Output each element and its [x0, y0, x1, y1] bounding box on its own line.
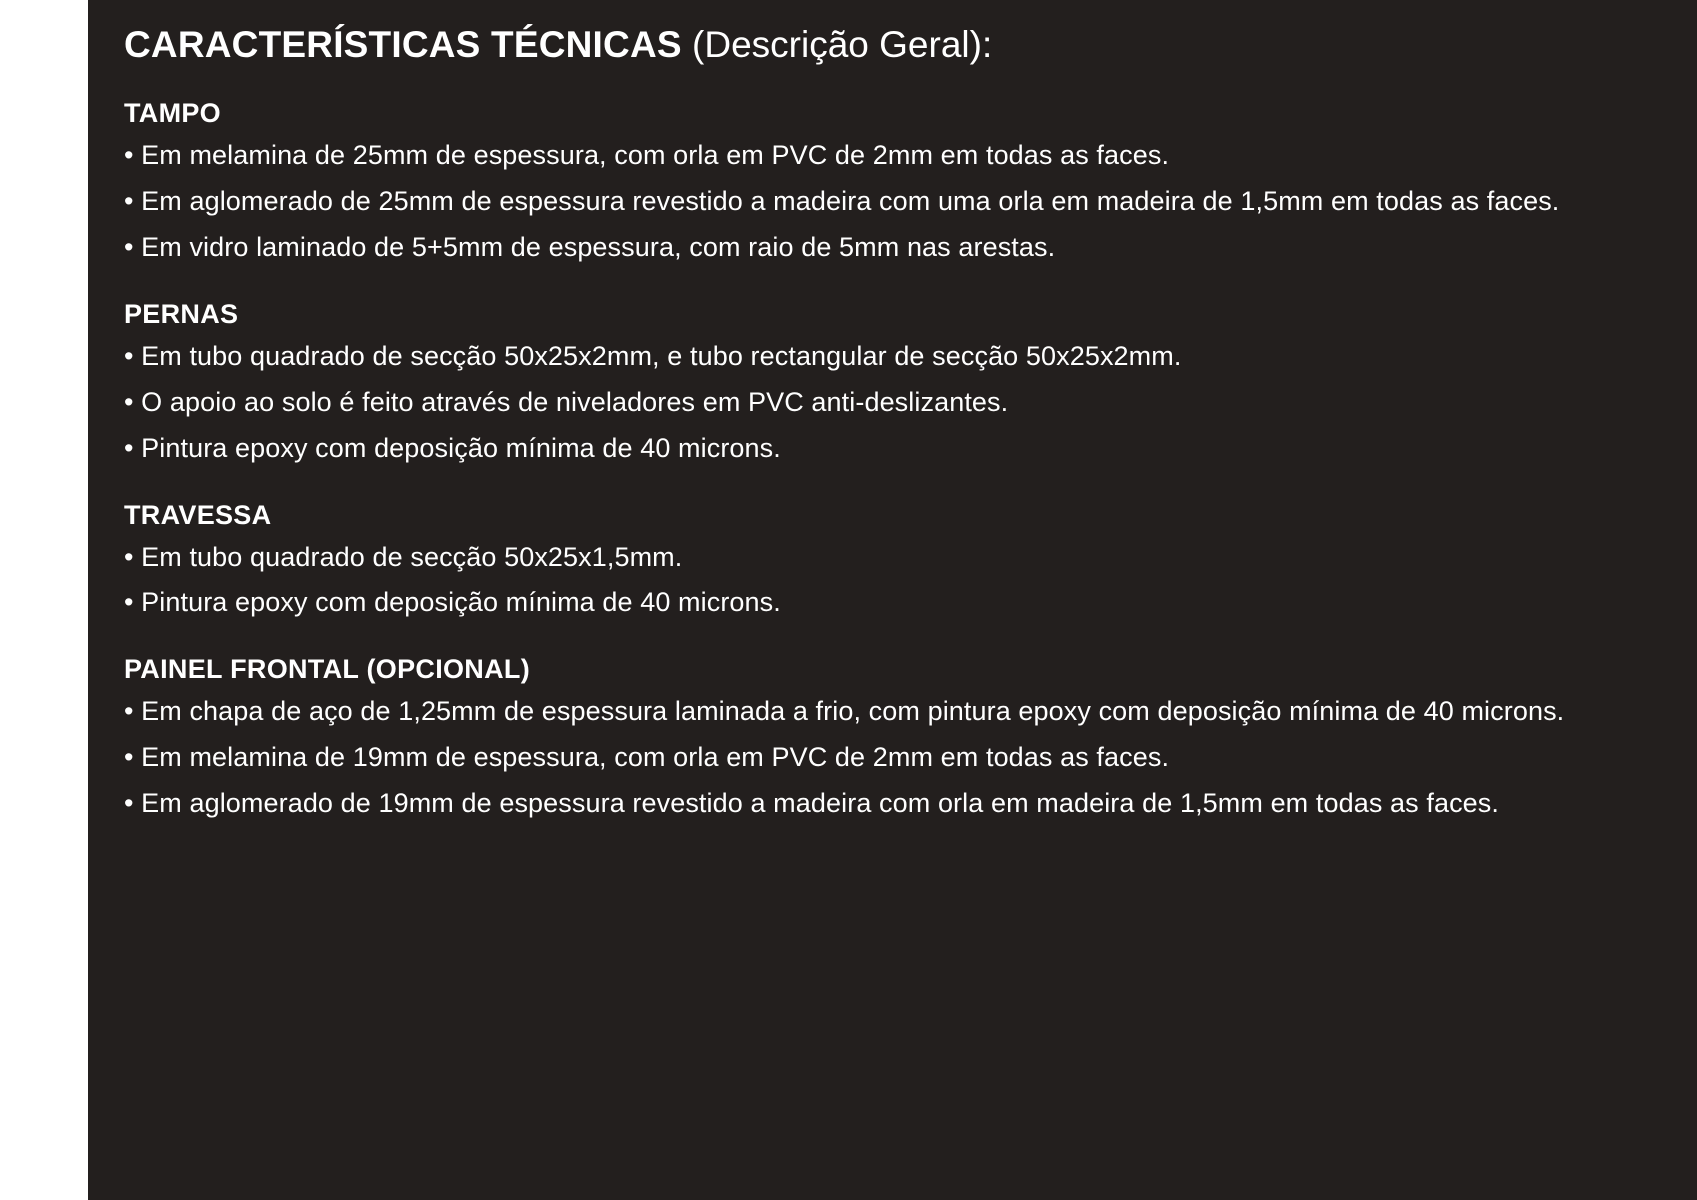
- list-item: • Em aglomerado de 25mm de espessura revestido a madeira com uma orla em madeira de 1,5mm em todas as faces.: [124, 179, 1661, 225]
- spec-section-painel-frontal: [124, 654, 1661, 827]
- list-item: • Em tubo quadrado de secção 50x25x1,5mm.: [124, 535, 1661, 581]
- page-title-light: (Descrição Geral):: [681, 24, 993, 65]
- page-title: [124, 22, 1661, 68]
- section-heading: TRAVESSA: [124, 499, 272, 530]
- spec-section-tampo: [124, 98, 1661, 271]
- section-heading: PERNAS: [124, 298, 239, 329]
- technical-specifications-panel: [88, 0, 1697, 1200]
- spec-section-travessa: [124, 500, 1661, 627]
- section-bullet-list: [124, 689, 1661, 827]
- list-item: • Em melamina de 25mm de espessura, com orla em PVC de 2mm em todas as faces.: [124, 133, 1661, 179]
- list-item: • Pintura epoxy com deposição mínima de 40 microns.: [124, 426, 1661, 472]
- list-item: • O apoio ao solo é feito através de niveladores em PVC anti-deslizantes.: [124, 380, 1661, 426]
- section-bullet-list: [124, 133, 1661, 271]
- list-item: • Em chapa de aço de 1,25mm de espessura laminada a frio, com pintura epoxy com deposição mínima de 40 microns.: [124, 689, 1661, 735]
- section-heading: TAMPO: [124, 98, 221, 129]
- page-title-strong: CARACTERÍSTICAS TÉCNICAS: [124, 24, 682, 65]
- list-item: • Em vidro laminado de 5+5mm de espessura, com raio de 5mm nas arestas.: [124, 225, 1661, 271]
- section-bullet-list: [124, 535, 1661, 627]
- spec-section-pernas: [124, 299, 1661, 472]
- section-heading: PAINEL FRONTAL (OPCIONAL): [124, 654, 530, 685]
- list-item: • Em tubo quadrado de secção 50x25x2mm, e tubo rectangular de secção 50x25x2mm.: [124, 334, 1661, 380]
- list-item: • Em aglomerado de 19mm de espessura revestido a madeira com orla em madeira de 1,5mm em todas as faces.: [124, 781, 1661, 827]
- list-item: • Em melamina de 19mm de espessura, com orla em PVC de 2mm em todas as faces.: [124, 735, 1661, 781]
- list-item: • Pintura epoxy com deposição mínima de 40 microns.: [124, 580, 1661, 626]
- section-bullet-list: [124, 334, 1661, 472]
